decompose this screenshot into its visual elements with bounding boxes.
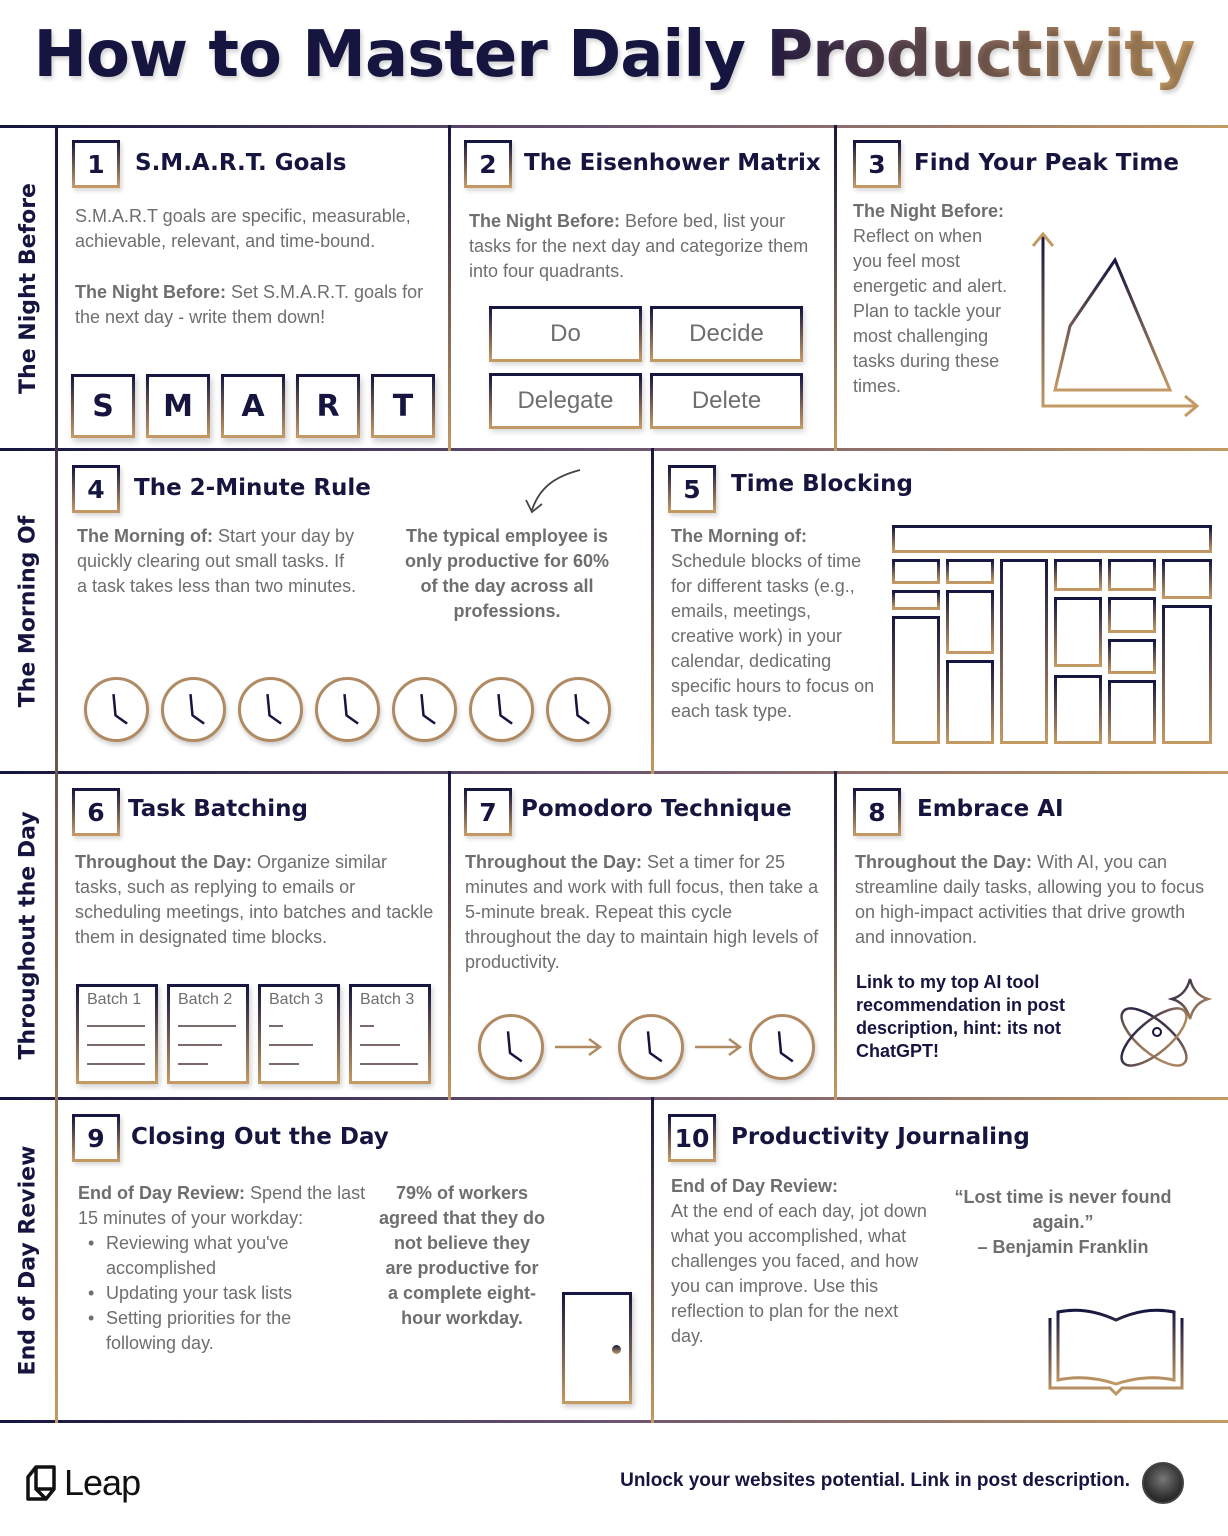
title-part1: How to Master Daily bbox=[33, 18, 767, 92]
divider bbox=[0, 1097, 1228, 1100]
card-intro: S.M.A.R.T goals are specific, measurable, achievable, relevant, and time-bound. bbox=[75, 206, 411, 251]
card-number: 6 bbox=[72, 788, 120, 836]
divider bbox=[834, 125, 837, 451]
card-title: The 2-Minute Rule bbox=[134, 475, 371, 501]
card-title: Task Batching bbox=[128, 796, 309, 822]
quote-text: “Lost time is never found again.” – Benjamin Franklin bbox=[954, 1187, 1172, 1257]
card-title: Pomodoro Technique bbox=[521, 796, 792, 822]
clock-icon bbox=[546, 677, 611, 742]
clock-icon bbox=[161, 677, 226, 742]
smart-letter-a: A bbox=[221, 374, 285, 438]
smart-letter-s: S bbox=[71, 374, 135, 438]
row-label-end-of-day: End of Day Review bbox=[15, 1145, 41, 1375]
clock-icon bbox=[315, 677, 380, 742]
divider bbox=[0, 771, 1228, 774]
batch-card: Batch 3 bbox=[258, 984, 340, 1084]
card-body: The Morning of: Start your day by quickly clearing out small tasks. If a task takes less than two minutes. bbox=[77, 526, 357, 596]
ai-tool-link[interactable]: Link to my top AI tool recommendation in post description, hint: its not ChatGPT! bbox=[856, 972, 1066, 1061]
quadrant-do: Do bbox=[489, 306, 642, 362]
title-part2: Productivity bbox=[766, 18, 1195, 92]
card-body: End of Day Review: Spend the last 15 minutes of your workday: bbox=[78, 1183, 366, 1228]
card-number: 9 bbox=[72, 1114, 120, 1162]
clock-icon bbox=[749, 1014, 815, 1080]
smart-letter-m: M bbox=[146, 374, 210, 438]
list-item: • Setting priorities for the following day. bbox=[88, 1308, 292, 1353]
card-body: Throughout the Day: With AI, you can streamline daily tasks, allowing you to focus on high-impact activities that drive growth and innovation. bbox=[855, 852, 1205, 947]
card-title: S.M.A.R.T. Goals bbox=[135, 150, 347, 176]
atom-sparkle-icon bbox=[1112, 975, 1217, 1080]
list-item: • Updating your task lists bbox=[88, 1283, 293, 1303]
quadrant-decide: Decide bbox=[650, 306, 803, 362]
door-icon bbox=[562, 1292, 632, 1404]
card-title: Embrace AI bbox=[917, 796, 1064, 822]
divider bbox=[448, 771, 451, 1100]
card-title: Closing Out the Day bbox=[131, 1124, 389, 1150]
batch-card: Batch 1 bbox=[76, 984, 158, 1084]
card-body: The Morning of: Schedule blocks of time for different tasks (e.g., emails, meetings, creative work) in your calendar, dedicating specific hours to focus on each task type. bbox=[671, 526, 875, 721]
batch-card: Batch 3 bbox=[349, 984, 431, 1084]
clock-icon bbox=[84, 677, 149, 742]
statistic-text: 79% of workers agreed that they do not believe they are productive for a complete eight-hour workday. bbox=[378, 1183, 546, 1328]
divider bbox=[0, 125, 1228, 128]
clock-icon bbox=[618, 1014, 684, 1080]
clock-icon bbox=[478, 1014, 544, 1080]
card-title: Find Your Peak Time bbox=[914, 150, 1179, 176]
card-body: Throughout the Day: Organize similar tasks, such as replying to emails or scheduling meetings, into batches and tackle them in designated time blocks. bbox=[75, 852, 434, 947]
card-body: End of Day Review: At the end of each day, jot down what you accomplished, what challenges you faced, and how you can improve. Use this reflection to plan for the next day. bbox=[671, 1176, 927, 1346]
page-title bbox=[0, 18, 1228, 92]
divider bbox=[0, 448, 1228, 451]
card-body: The Night Before: Before bed, list your tasks for the next day and categorize them into four quadrants. bbox=[469, 211, 809, 281]
row-label-morning-of: The Morning Of bbox=[15, 515, 41, 707]
book-icon bbox=[1046, 1308, 1186, 1396]
review-list bbox=[88, 1231, 358, 1356]
curved-arrow-icon bbox=[522, 466, 584, 518]
batch-card: Batch 2 bbox=[167, 984, 249, 1084]
card-number: 1 bbox=[72, 140, 120, 188]
card-number: 2 bbox=[464, 140, 512, 188]
card-number: 10 bbox=[668, 1114, 716, 1162]
card-body: The Night Before: Reflect on when you feel most energetic and alert. Plan to tackle your most challenging tasks during these times. bbox=[853, 201, 1008, 396]
brand-name: Leap bbox=[64, 1462, 141, 1503]
footer-tagline[interactable]: Unlock your websites potential. Link in post description. bbox=[620, 1470, 1130, 1491]
row-label-night-before: The Night Before bbox=[15, 182, 41, 394]
arrow-icon bbox=[553, 1036, 605, 1058]
divider bbox=[448, 125, 451, 451]
card-number: 3 bbox=[853, 140, 901, 188]
card-number: 7 bbox=[464, 788, 512, 836]
quadrant-delete: Delete bbox=[650, 373, 803, 429]
quadrant-delegate: Delegate bbox=[489, 373, 642, 429]
leap-logo-icon bbox=[26, 1465, 56, 1501]
divider bbox=[651, 448, 654, 774]
divider bbox=[651, 1097, 654, 1423]
statistic-text: The typical employee is only productive for 60% of the day across all professions. bbox=[404, 526, 610, 621]
divider bbox=[834, 771, 837, 1100]
peak-time-graph-icon bbox=[1025, 228, 1205, 423]
arrow-icon bbox=[693, 1036, 745, 1058]
card-body: The Night Before: Set S.M.A.R.T. goals for the next day - write them down! bbox=[75, 282, 424, 327]
card-title: Productivity Journaling bbox=[731, 1124, 1030, 1150]
clock-icon bbox=[392, 677, 457, 742]
list-item: • Reviewing what you've accomplished bbox=[88, 1233, 289, 1278]
card-number: 4 bbox=[72, 465, 120, 513]
clock-icon bbox=[469, 677, 534, 742]
card-title: The Eisenhower Matrix bbox=[524, 150, 821, 176]
divider bbox=[0, 1420, 1228, 1423]
card-number: 5 bbox=[668, 465, 716, 513]
smart-letter-t: T bbox=[371, 374, 435, 438]
smart-letter-r: R bbox=[296, 374, 360, 438]
brand-logo[interactable] bbox=[26, 1462, 140, 1504]
card-body: Throughout the Day: Set a timer for 25 minutes and work with full focus, then take a 5-minute break. Repeat this cycle throughout the day to maintain high levels of productivity. bbox=[465, 852, 819, 972]
avatar bbox=[1142, 1462, 1184, 1504]
card-number: 8 bbox=[853, 788, 901, 836]
card-title: Time Blocking bbox=[731, 471, 914, 497]
row-label-throughout-day: Throughout the Day bbox=[15, 811, 41, 1060]
clock-icon bbox=[238, 677, 303, 742]
